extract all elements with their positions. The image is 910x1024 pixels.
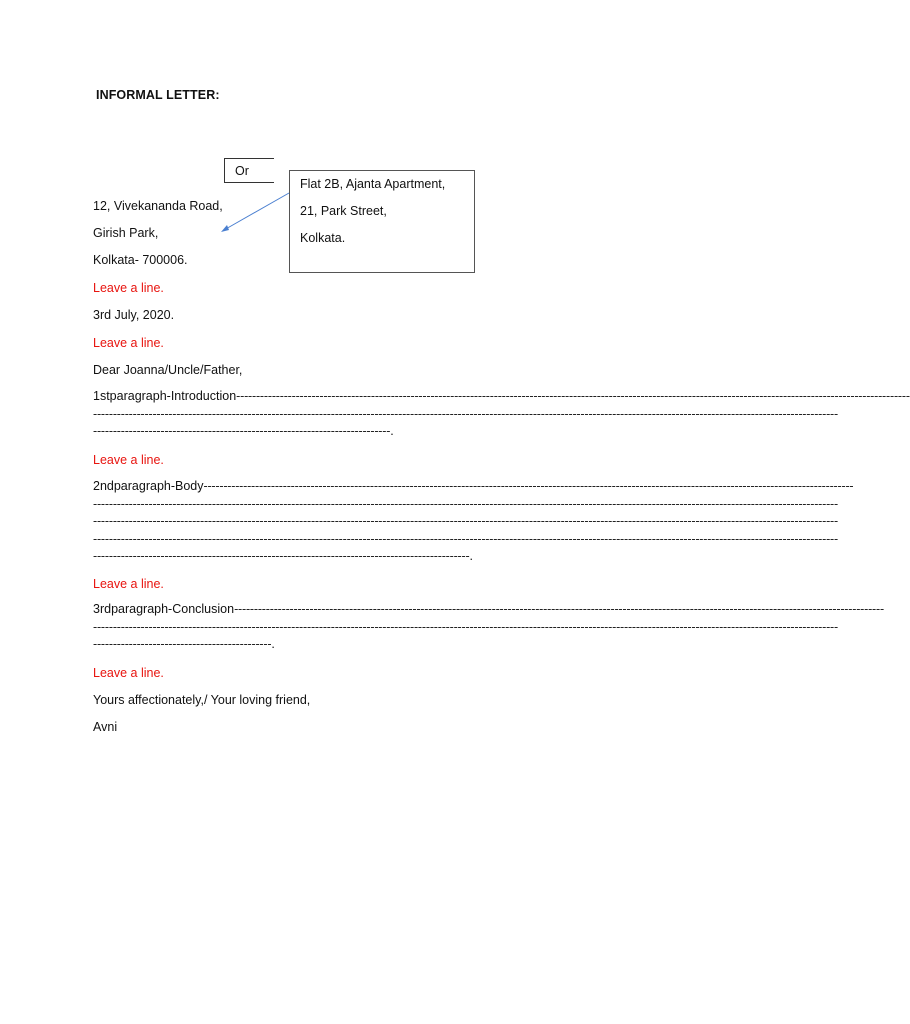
instruction-leave-line: Leave a line. bbox=[93, 577, 164, 591]
instruction-leave-line: Leave a line. bbox=[93, 281, 164, 295]
address-line-2: Girish Park, bbox=[93, 226, 159, 240]
alt-address-line-2: 21, Park Street, bbox=[300, 204, 387, 218]
alternate-address-box bbox=[289, 170, 475, 273]
address-line-1: 12, Vivekananda Road, bbox=[93, 199, 223, 213]
or-label: Or bbox=[235, 164, 249, 178]
letter-heading: INFORMAL LETTER: bbox=[96, 88, 220, 102]
paragraph-1-placeholder: 1stparagraph-Introduction -------------------------------------------------------------------------------------------------------------------------------------------------------------------------- -------------------------------------------------------------------------------------------------------------------------------------------------------------------------------------------- --------------------------------------------------------------------------- . bbox=[93, 389, 910, 438]
signature: Avni bbox=[93, 720, 118, 734]
paragraph-3-label: 3rdparagraph-Conclusion bbox=[93, 602, 235, 616]
address-line-3: Kolkata- 700006. bbox=[93, 253, 188, 267]
paragraph-1-label: 1stparagraph-Introduction bbox=[93, 389, 237, 403]
closing: Yours affectionately,/ Your loving friend, bbox=[93, 693, 311, 707]
greeting: Dear Joanna/Uncle/Father, bbox=[93, 363, 243, 377]
or-box bbox=[224, 158, 274, 183]
alt-address-line-1: Flat 2B, Ajanta Apartment, bbox=[300, 177, 446, 191]
paragraph-2-label: 2ndparagraph-Body bbox=[93, 479, 204, 493]
instruction-leave-line: Leave a line. bbox=[93, 453, 164, 467]
instruction-leave-line: Leave a line. bbox=[93, 666, 164, 680]
paragraph-2-placeholder: 2ndparagraph-Body -------------------------------------------------------------------------------------------------------------------------------------------------------------------- -------------------------------------------------------------------------------------------------------------------------------------------------------------------------------------------- -------------------------------------------------------------------------------------------------------------------------------------------------------------------------------------------- -------------------------------------------------------------------------------------------------------------------------------------------------------------------------------------------- ----------------------------------------------------------------------------------------------- . bbox=[93, 479, 854, 563]
alt-address-line-3: Kolkata. bbox=[300, 231, 346, 245]
letter-date: 3rd July, 2020. bbox=[93, 308, 175, 322]
instruction-leave-line: Leave a line. bbox=[93, 336, 164, 350]
paragraph-3-placeholder: 3rdparagraph-Conclusion -------------------------------------------------------------------------------------------------------------------------------------------------------------------- -------------------------------------------------------------------------------------------------------------------------------------------------------------------------------------------- --------------------------------------------- . bbox=[93, 602, 884, 651]
